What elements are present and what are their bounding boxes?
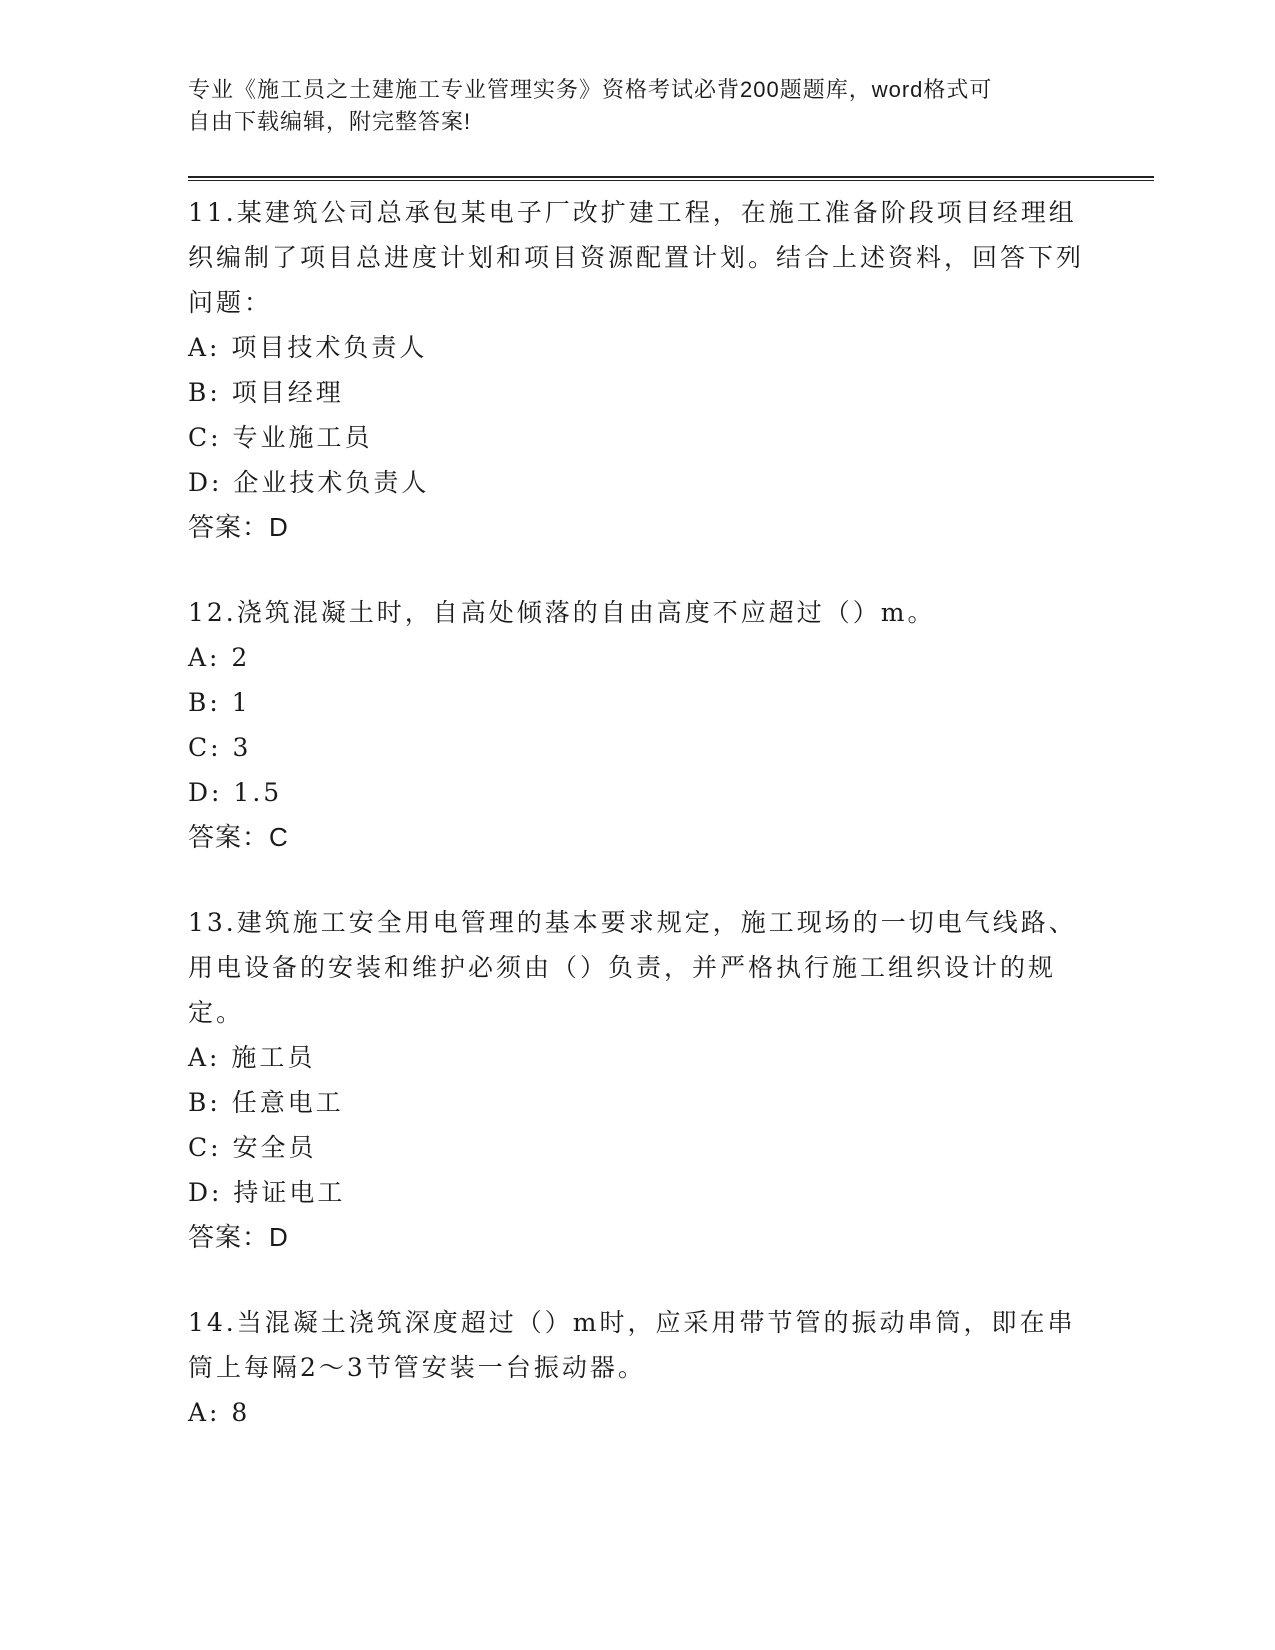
answer-line: 答案：D bbox=[188, 512, 289, 542]
header-divider bbox=[188, 176, 1154, 181]
question-14 bbox=[188, 1300, 1088, 1435]
option-a: A: 8 bbox=[188, 1398, 251, 1427]
option-c: C: 专业施工员 bbox=[188, 423, 373, 452]
option-b: B: 项目经理 bbox=[188, 378, 344, 407]
header-line-2: 自由下载编辑，附完整答案! bbox=[188, 109, 472, 134]
question-stem: 11.某建筑公司总承包某电子厂改扩建工程，在施工准备阶段项目经理组织编制了项目总进度计划和项目资源配置计划。结合上述资料，回答下列问题： bbox=[188, 198, 1085, 317]
option-c: C: 3 bbox=[188, 733, 252, 762]
option-b: B: 1 bbox=[188, 688, 251, 717]
header-line-1: 专业《施工员之土建施工专业管理实务》资格考试必背200题题库，word格式可 bbox=[188, 77, 993, 102]
option-a: A: 项目技术负责人 bbox=[188, 333, 428, 362]
question-list bbox=[188, 190, 1088, 1475]
option-d: D: 企业技术负责人 bbox=[188, 468, 430, 497]
option-c: C: 安全员 bbox=[188, 1133, 317, 1162]
option-a: A: 2 bbox=[188, 643, 251, 672]
question-stem: 13.建筑施工安全用电管理的基本要求规定，施工现场的一切电气线路、用电设备的安装和维护必须由（）负责，并严格执行施工组织设计的规定。 bbox=[188, 908, 1077, 1027]
document-header bbox=[188, 74, 1068, 138]
question-stem: 12.浇筑混凝土时，自高处倾落的自由高度不应超过（）m。 bbox=[188, 598, 936, 627]
answer-line: 答案：C bbox=[188, 822, 289, 852]
question-stem: 14.当混凝土浇筑深度超过（）m时，应采用带节管的振动串筒，即在串筒上每隔2～3节管安装一台振动器。 bbox=[188, 1308, 1076, 1382]
option-b: B: 任意电工 bbox=[188, 1088, 344, 1117]
option-d: D: 持证电工 bbox=[188, 1178, 346, 1207]
option-d: D: 1.5 bbox=[188, 778, 283, 807]
question-11 bbox=[188, 190, 1088, 550]
question-12 bbox=[188, 590, 1088, 860]
option-a: A: 施工员 bbox=[188, 1043, 316, 1072]
question-13 bbox=[188, 900, 1088, 1260]
answer-line: 答案：D bbox=[188, 1222, 289, 1252]
